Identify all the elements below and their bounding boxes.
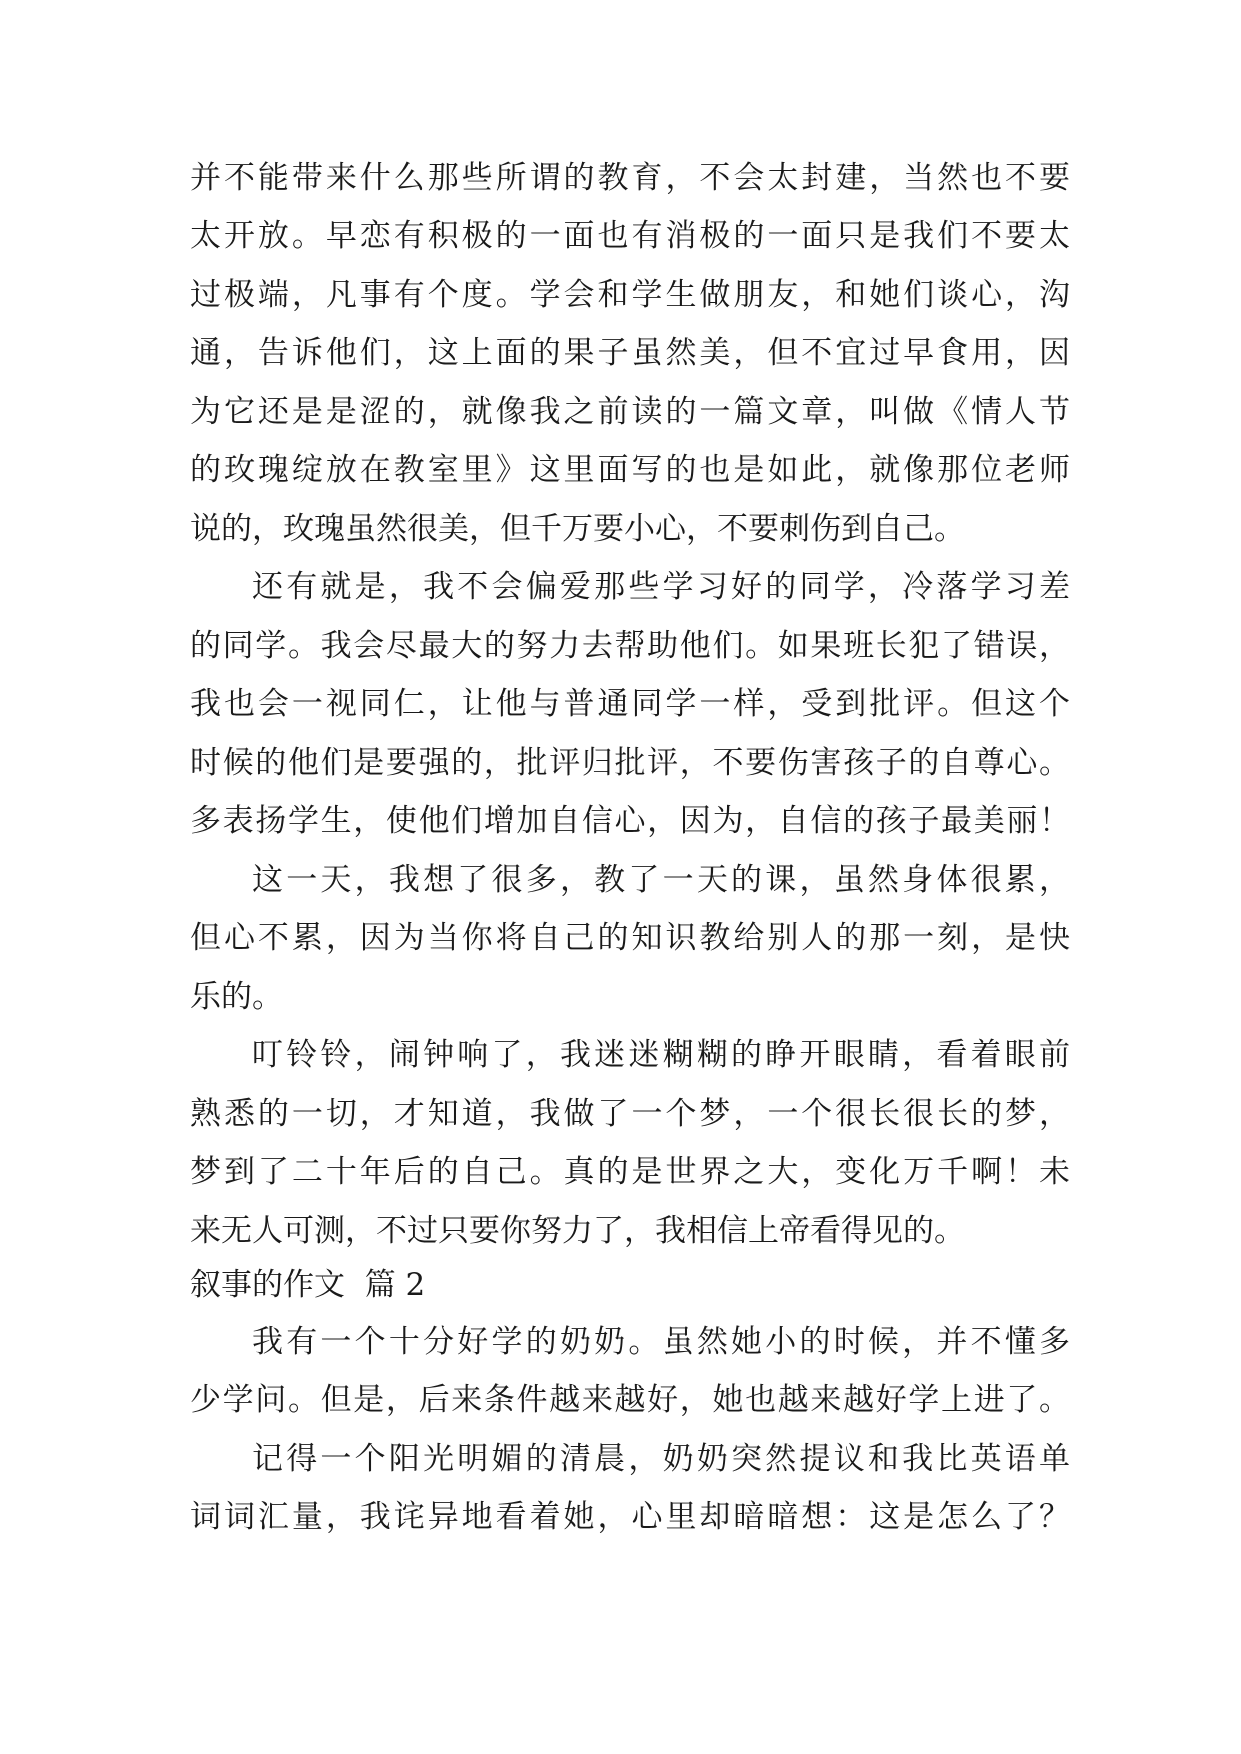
- text-line: 我也会一视同仁，让他与普通同学一样，受到批评。但这个: [190, 686, 1070, 722]
- text-line: 为它还是是涩的，就像我之前读的一篇文章，叫做《情人节: [190, 394, 1070, 430]
- text-line: 乐的。: [190, 979, 283, 1015]
- text-line: 梦到了二十年后的自己。真的是世界之大，变化万千啊！未: [190, 1154, 1070, 1190]
- text-line: 太开放。早恋有积极的一面也有消极的一面只是我们不要太: [190, 218, 1070, 254]
- text-line: 熟悉的一切，才知道，我做了一个梦，一个很长很长的梦，: [190, 1096, 1070, 1132]
- text-line: 通，告诉他们，这上面的果子虽然美，但不宜过早食用，因: [190, 335, 1070, 371]
- paragraph-first-line: 我有一个十分好学的奶奶。虽然她小的时候，并不懂多: [252, 1324, 1070, 1360]
- text-line: 并不能带来什么那些所谓的教育，不会太封建，当然也不要: [190, 160, 1070, 196]
- text-line: 的玫瑰绽放在教室里》这里面写的也是如此，就像那位老师: [190, 452, 1070, 488]
- text-line: 多表扬学生，使他们增加自信心，因为，自信的孩子最美丽！: [190, 803, 1070, 839]
- section-heading: 叙事的作文 篇 2: [190, 1267, 426, 1303]
- text-line: 少学问。但是，后来条件越来越好，她也越来越好学上进了。: [190, 1382, 1070, 1418]
- text-line: 说的，玫瑰虽然很美，但千万要小心，不要刺伤到自己。: [190, 511, 965, 547]
- paragraph-first-line: 记得一个阳光明媚的清晨，奶奶突然提议和我比英语单: [252, 1441, 1070, 1477]
- paragraph-first-line: 这一天，我想了很多，教了一天的课，虽然身体很累，: [252, 862, 1070, 898]
- text-line: 来无人可测，不过只要你努力了，我相信上帝看得见的。: [190, 1213, 965, 1249]
- text-line: 但心不累，因为当你将自己的知识教给别人的那一刻，是快: [190, 920, 1070, 956]
- paragraph-first-line: 还有就是，我不会偏爱那些学习好的同学，冷落学习差: [252, 569, 1070, 605]
- text-line: 的同学。我会尽最大的努力去帮助他们。如果班长犯了错误，: [190, 628, 1070, 664]
- text-line: 时候的他们是要强的，批评归批评，不要伤害孩子的自尊心。: [190, 745, 1070, 781]
- text-line: 过极端，凡事有个度。学会和学生做朋友，和她们谈心，沟: [190, 277, 1070, 313]
- text-line: 词词汇量，我诧异地看着她，心里却暗暗想：这是怎么了？: [190, 1499, 1070, 1535]
- paragraph-first-line: 叮铃铃，闹钟响了，我迷迷糊糊的睁开眼睛，看着眼前: [252, 1037, 1070, 1073]
